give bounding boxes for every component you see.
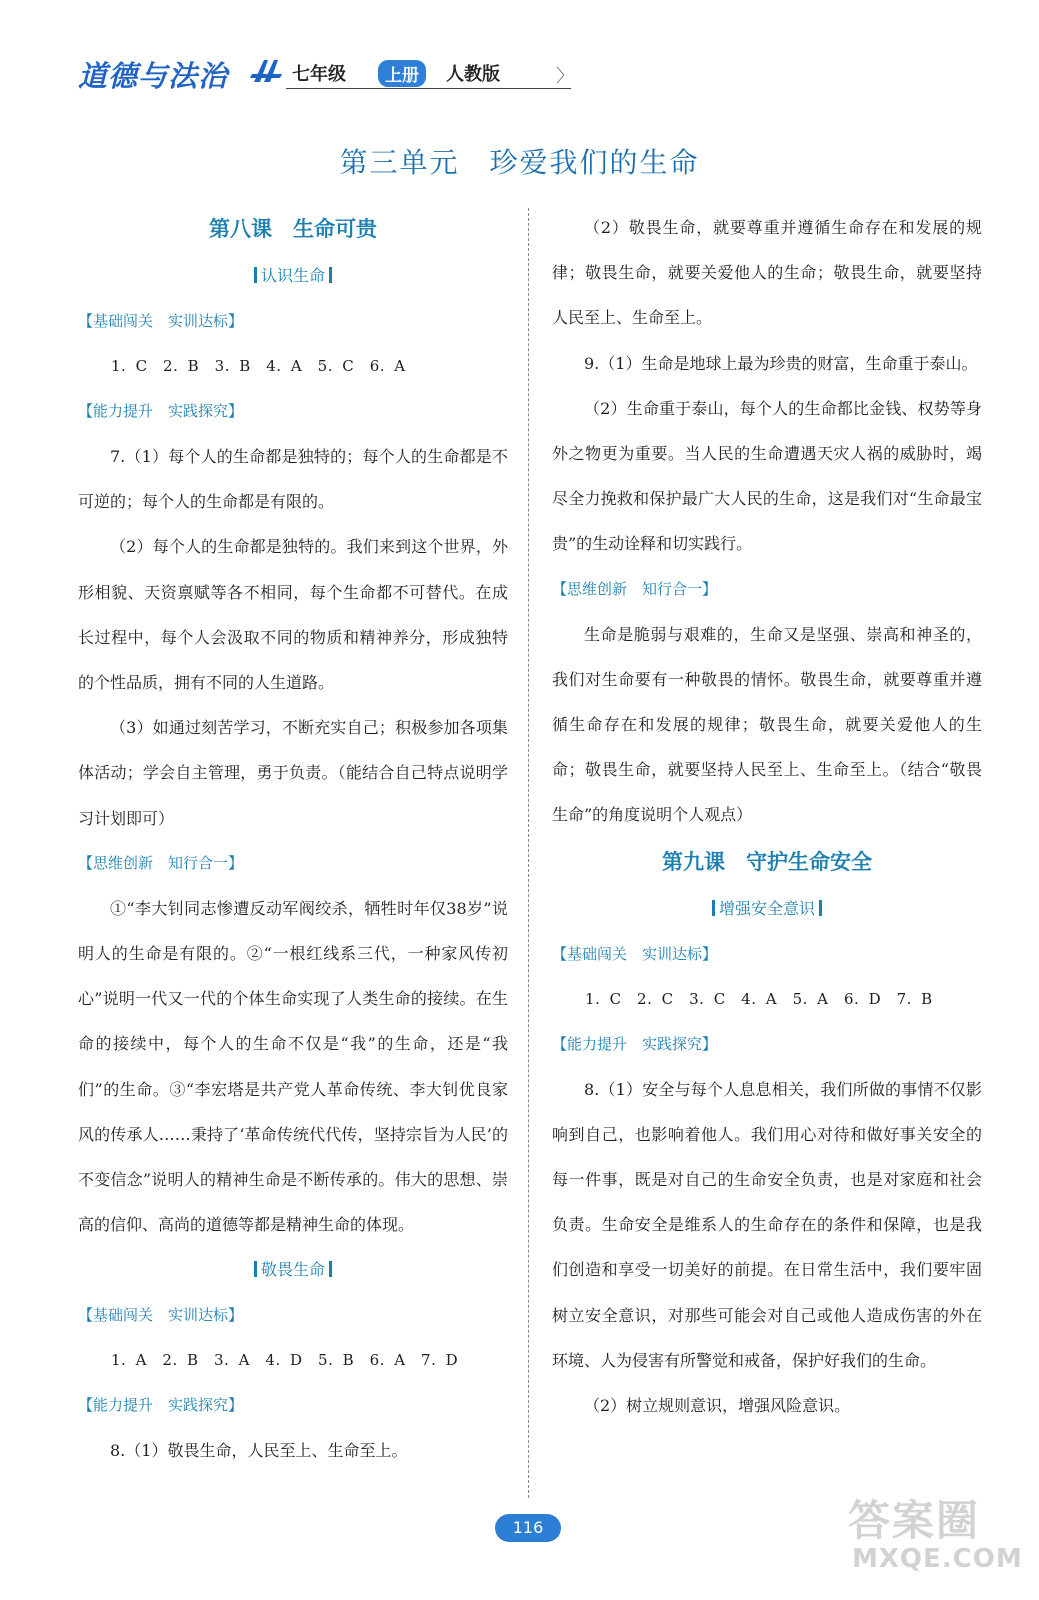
answer-paragraph: （2）每个人的生命都是独特的。我们来到这个世界，外形相貌、天资禀赋等各不相同，每个生命都不可替代。在成长过程中，每个人会汲取不同的物质和精神养分，形成独特的个性品质，拥有不同的人生道路。 [78,537,508,693]
lesson-title: 第八课 生命可贵 [209,217,377,241]
answer-paragraph: （2）树立规则意识，增强风险意识。 [584,1396,851,1416]
section-heading-text: 增强安全意识 [718,898,815,918]
book-header [78,54,574,98]
grade-label: 七年级 [292,64,346,85]
answer-key: 1. A 2. B 3. A 4. D 5. B 6. A 7. D [111,1351,459,1370]
exercise-tag: 【基础闯关 实训达标】 [78,1306,244,1325]
exercise-tag: 【思维创新 知行合一】 [552,579,718,598]
exercise-tag: 【能力提升 实践探究】 [78,1396,244,1415]
exercise-tag: 【基础闯关 实训达标】 [78,312,244,330]
watermark-url: MXQE.COM [852,1544,1023,1574]
answer-paragraph: ①“李大钊同志惨遭反动军阀绞杀，牺牲时年仅38岁”说明人的生命是有限的。②“一根红线系三代，一种家风传初心”说明一代又一代的个体生命实现了人类生命的接续。在生命的接续中，每个人的生命不仅是“我”的生命，还是“我们”的生命。③“李宏塔是共产党人革命传统、李大钊优良家风的传承人……秉持了‘革命传统代代传，坚持宗旨为人民’的不变信念”说明人的精神生命是不断传承的。伟大的思想、崇高的信仰、高尚的道德等都是精神生命的体现。 [78,898,508,1235]
section-heading [78,253,508,299]
left-column [78,205,508,1474]
header-underline [286,88,571,89]
watermark-text: 答案圈 [848,1496,981,1545]
section-heading-text: 认识生命 [260,266,325,285]
section-heading-text: 敬畏生命 [260,1260,325,1280]
answer-paragraph: （2）生命重于泰山，每个人的生命都比金钱、权势等身外之物更为重要。当人民的生命遭遇天灾人祸的威胁时，竭尽全力挽救和保护最广大人民的生命，这是我们对“生命最宝贵”的生动诠释和切实践行。 [552,398,982,554]
lesson-title: 第九课 守护生命安全 [662,849,872,874]
brand-logo-icon [250,56,284,86]
section-heading [78,1247,508,1293]
answer-key: 1. C 2. B 3. B 4. A 5. C 6. A [111,357,406,375]
header-arrow-icon: 〉 [556,66,574,87]
section-heading [552,886,982,932]
answer-paragraph: 7.（1）每个人的生命都是独特的；每个人的生命都是不可逆的；每个人的生命都是有限的。 [78,447,508,512]
answer-paragraph: （2）敬畏生命，就要尊重并遵循生命存在和发展的规律；敬畏生命，就要关爱他人的生命；敬畏生命，就要坚持人民至上、生命至上。 [552,218,982,328]
exercise-tag: 【能力提升 实践探究】 [552,1034,718,1053]
answer-paragraph: 9.（1）生命是地球上最为珍贵的财富，生命重于泰山。 [584,353,978,373]
exercise-tag: 【基础闯关 实训达标】 [552,944,718,963]
exercise-tag: 【能力提升 实践探究】 [78,402,244,420]
grade-info [286,60,576,88]
column-divider [528,208,529,1498]
volume-badge: 上册 [378,60,426,87]
answer-key: 1. C 2. C 3. C 4. A 5. A 6. D 7. B [585,989,933,1008]
edition-label: 人教版 [446,64,500,85]
unit-title: 第三单元 珍爱我们的生命 [339,146,700,179]
page-number: 116 [495,1514,561,1542]
site-watermark [848,1480,1028,1590]
answer-paragraph: 8.（1）敬畏生命，人民至上、生命至上。 [110,1441,408,1461]
book-brand: 道德与法治 [78,59,229,93]
answer-paragraph: （3）如通过刻苦学习，不断充实自己；积极参加各项集体活动；学会自主管理，勇于负责。（能结合自己特点说明学习计划即可） [78,718,508,828]
answer-paragraph: 8.（1）安全与每个人息息相关，我们所做的事情不仅影响到自己，也影响着他人。我们用心对待和做好事关安全的每一件事，既是对自己的生命安全负责，也是对家庭和社会负责。生命安全是维系人的生命存在的条件和保障，也是我们创造和享受一切美好的前提。在日常生活中，我们要牢固树立安全意识，对那些可能会对自己或他人造成伤害的外在环境、人为侵害有所警觉和戒备，保护好我们的生命。 [552,1079,982,1370]
right-column [552,205,982,1428]
answer-paragraph: 生命是脆弱与艰难的，生命又是坚强、崇高和神圣的，我们对生命要有一种敬畏的情怀。敬畏生命，就要尊重并遵循生命存在和发展的规律；敬畏生命，就要关爱他人的生命；敬畏生命，就要坚持人民至上、生命至上。（结合“敬畏生命”的角度说明个人观点） [552,624,982,825]
exercise-tag: 【思维创新 知行合一】 [78,853,244,872]
